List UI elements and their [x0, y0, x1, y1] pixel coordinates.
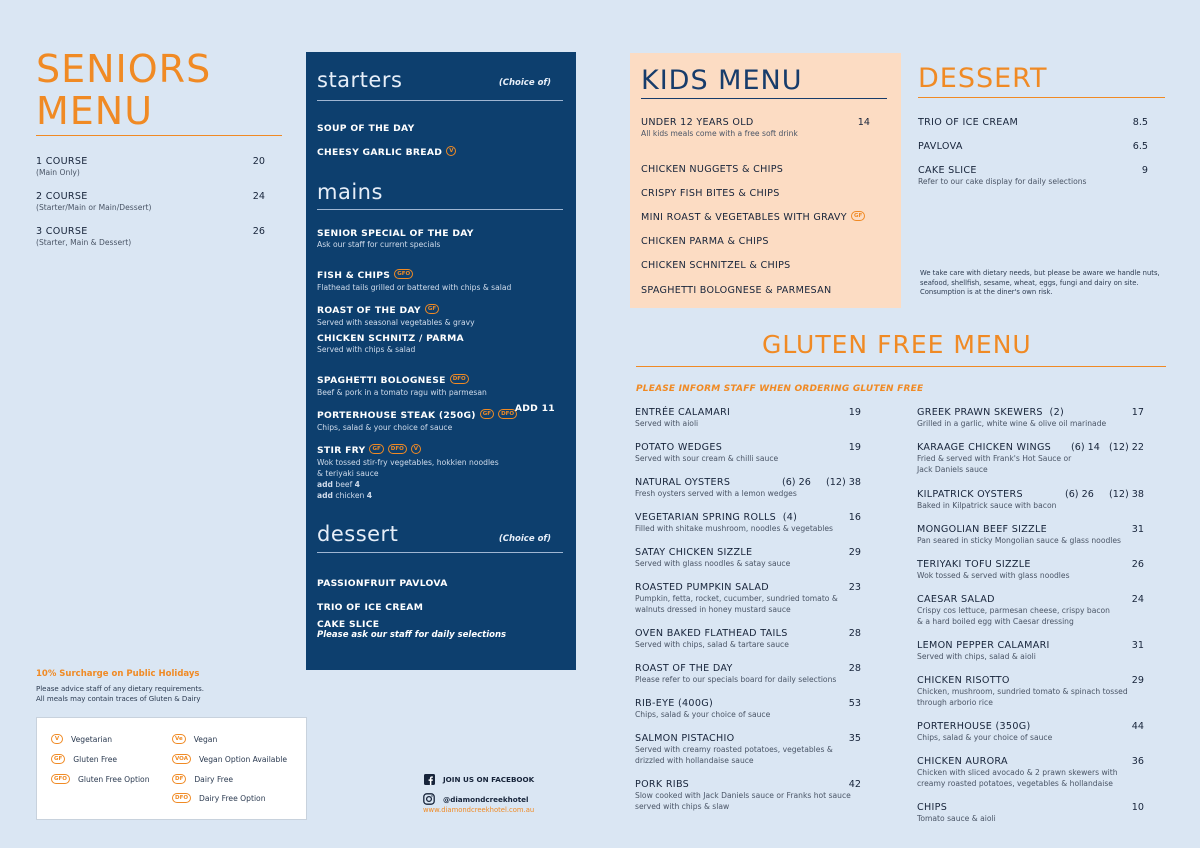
item-price: 6.5 — [1132, 141, 1148, 152]
item-name: CHICKEN RISOTTO — [917, 675, 1010, 686]
dessert-title: dessert — [317, 522, 399, 546]
item-name: PORTERHOUSE STEAK (250G) — [317, 410, 476, 421]
item-name: TRIO OF ICE CREAM — [918, 117, 1019, 128]
menu-item — [317, 228, 563, 250]
kids-menu-title: KIDS MENU — [641, 65, 803, 96]
item-name: CHICKEN SCHNITZEL & CHIPS — [641, 260, 791, 271]
divider — [641, 98, 887, 99]
legend-code: Ve — [172, 734, 186, 744]
item-price: 26 — [1131, 559, 1144, 570]
item-desc: Pan seared in sticky Mongolian sauce & glass noodles — [917, 536, 1122, 545]
divider — [636, 366, 1166, 367]
menu-item — [317, 619, 563, 640]
facebook-icon — [423, 773, 435, 785]
legend-label: Vegetarian — [71, 734, 113, 744]
item-price: 36 — [1131, 756, 1144, 767]
item-desc: Served with glass noodles & satay sauce — [635, 559, 791, 568]
diet-tag: DFO — [498, 409, 517, 419]
diet-tag: GF — [851, 211, 865, 221]
menu-item — [918, 165, 1148, 187]
menu-item — [635, 547, 861, 569]
item-price: 9 — [1141, 165, 1148, 176]
legend-code: VOA — [172, 754, 191, 764]
seniors-title-line1: SENIORS — [36, 47, 212, 91]
item-price: (6) 14 (12) 22 — [1071, 442, 1144, 453]
item-desc: Served with chips, salad & tartare sauce — [635, 640, 789, 649]
item-desc: Chicken with sliced avocado & 2 prawn skewers with creamy roasted potatoes, vegetables & hollandaise — [917, 768, 1118, 788]
item-desc: Chips, salad & your choice of sauce — [635, 710, 771, 719]
item-desc: Beef & pork in a tomato ragu with parmesan — [317, 388, 487, 397]
item-note: Please ask our staff for daily selections — [317, 630, 507, 640]
item-price: 19 — [848, 407, 861, 418]
menu-item — [635, 779, 861, 812]
add-label: add — [317, 480, 333, 489]
item-name: SALMON PISTACHIO — [635, 733, 735, 744]
diet-tag: DFO — [450, 374, 469, 384]
item-name: FISH & CHIPS — [317, 270, 391, 281]
item-desc: Flathead tails grilled or battered with chips & salad — [317, 283, 512, 292]
menu-item — [635, 512, 861, 534]
dietary-disclaimer: We take care with dietary needs, but please be aware we handle nuts, seafood, shellfish, sesame, wheat, eggs, fungi and dairy on site. Consumption is at the diner's own risk. — [920, 269, 1160, 297]
item-name: CHICKEN AURORA — [917, 756, 1008, 767]
item-name: KILPATRICK OYSTERS — [917, 489, 1023, 500]
item-desc: Pumpkin, fetta, rocket, cucumber, sundried tomato & walnuts dressed in honey mustard sauce — [635, 594, 838, 614]
legend-code: GF — [51, 754, 65, 764]
item-name: OVEN BAKED FLATHEAD TAILS — [635, 628, 788, 639]
course-price: 26 — [252, 226, 265, 237]
menu-item — [641, 205, 876, 224]
legend-code: DF — [172, 774, 186, 784]
menu-item — [641, 253, 876, 272]
divider — [36, 135, 282, 136]
legend-code: V — [51, 734, 63, 744]
course-option — [36, 191, 265, 213]
item-price: 29 — [1131, 675, 1144, 686]
item-price: 28 — [848, 628, 861, 639]
menu-item — [635, 442, 861, 464]
menu-item — [917, 407, 1144, 429]
item-desc: Chips, salad & your choice of sauce — [917, 733, 1053, 742]
menu-item — [917, 675, 1144, 708]
item-price: 31 — [1131, 524, 1144, 535]
menu-item — [917, 559, 1144, 581]
item-name: CAESAR SALAD — [917, 594, 995, 605]
item-price: 53 — [848, 698, 861, 709]
item-name: POTATO WEDGES — [635, 442, 723, 453]
dessert-menu-title: DESSERT — [918, 63, 1048, 94]
legend-item — [172, 774, 233, 784]
diet-tag: V — [446, 146, 456, 156]
gluten-free-subtitle: PLEASE INFORM STAFF WHEN ORDERING GLUTEN FREE — [636, 384, 924, 394]
item-name: CRISPY FISH BITES & CHIPS — [641, 188, 780, 199]
item-desc: Crispy cos lettuce, parmesan cheese, crispy bacon & a hard boiled egg with Caesar dressing — [917, 606, 1110, 626]
menu-item — [918, 141, 1148, 152]
item-name: CHICKEN PARMA & CHIPS — [641, 236, 769, 247]
menu-item — [917, 594, 1144, 627]
item-name: SATAY CHICKEN SIZZLE — [635, 547, 753, 558]
surcharge-notice: 10% Surcharge on Public Holidays — [36, 669, 200, 679]
course-price: 20 — [252, 156, 265, 167]
item-name: ENTRÉE CALAMARI — [635, 407, 731, 418]
item-name: VEGETARIAN SPRING ROLLS (4) — [635, 512, 798, 523]
item-price: (6) 26 (12) 38 — [781, 477, 861, 488]
item-price: 8.5 — [1132, 117, 1148, 128]
item-desc: Refer to our cake display for daily selections — [918, 177, 1087, 186]
gluten-free-title: GLUTEN FREE MENU — [762, 330, 1032, 359]
seniors-title-line2: MENU — [36, 89, 154, 133]
menu-item — [635, 698, 861, 720]
menu-item — [635, 582, 861, 615]
item-name: MONGOLIAN BEEF SIZZLE — [917, 524, 1047, 535]
add-price: 4 — [354, 480, 360, 489]
item-name: CHIPS — [917, 802, 948, 813]
legend-code: DFO — [172, 793, 191, 803]
legend-item — [172, 754, 287, 764]
menu-item — [917, 756, 1144, 789]
advice-line: Please advice staff of any dietary requirements. — [36, 685, 204, 693]
item-name: PAVLOVA — [918, 141, 963, 152]
starters-header — [317, 68, 563, 92]
menu-item — [635, 663, 861, 685]
instagram-link[interactable] — [423, 791, 534, 807]
item-price: 28 — [848, 663, 861, 674]
menu-item — [317, 368, 563, 398]
add-label: add — [317, 491, 333, 500]
legend-item — [51, 774, 150, 784]
diet-tag: V — [411, 444, 421, 454]
item-name: PORTERHOUSE (350G) — [917, 721, 1031, 732]
advice-line: All meals may contain traces of Gluten & Dairy — [36, 695, 201, 704]
item-desc: Tomato sauce & aioli — [917, 814, 996, 823]
item-name: RIB-EYE (400G) — [635, 698, 714, 709]
course-name: 1 COURSE — [36, 156, 88, 167]
menu-item — [317, 403, 563, 433]
course-desc: (Main Only) — [36, 168, 80, 177]
item-desc: Wok tossed & served with glass noodles — [917, 571, 1070, 580]
choice-note: (Choice of) — [498, 534, 551, 544]
seniors-menu-title — [36, 48, 211, 132]
course-name: 2 COURSE — [36, 191, 88, 202]
item-desc: Baked in Kilpatrick sauce with bacon — [917, 501, 1057, 510]
legend-label: Gluten Free Option — [77, 774, 150, 784]
item-desc: Fresh oysters served with a lemon wedges — [635, 489, 797, 498]
item-name: SPAGHETTI BOLOGNESE — [317, 375, 446, 386]
item-name: TERIYAKI TOFU SIZZLE — [917, 559, 1031, 570]
legend-label: Dairy Free — [194, 774, 234, 784]
item-price: 14 — [857, 117, 870, 128]
dessert-header — [317, 522, 563, 546]
add-item: chicken — [333, 491, 367, 500]
item-name: MINI ROAST & VEGETABLES WITH GRAVY — [641, 212, 847, 223]
menu-item — [317, 298, 563, 328]
item-price: 16 — [848, 512, 861, 523]
item-desc: Served with creamy roasted potatoes, vegetables & drizzled with hollandaise sauce — [635, 745, 833, 765]
item-name: CAKE SLICE — [317, 619, 380, 630]
diet-tag: GFO — [394, 269, 413, 279]
item-name: KARAAGE CHICKEN WINGS — [917, 442, 1052, 453]
legend-item — [51, 754, 117, 764]
instagram-handle: @diamondcreekhotel — [443, 794, 529, 804]
course-name: 3 COURSE — [36, 226, 88, 237]
menu-item — [917, 640, 1144, 662]
item-name: CAKE SLICE — [918, 165, 977, 176]
menu-item — [635, 733, 861, 766]
stirfry-add-beef — [317, 479, 563, 490]
diet-tag: GF — [369, 444, 383, 454]
item-name: UNDER 12 YEARS OLD — [641, 117, 754, 128]
menu-item — [317, 333, 563, 355]
legend-label: Vegan Option Available — [198, 754, 288, 764]
item-desc: Chicken, mushroom, sundried tomato & spinach tossed through arborio rice — [917, 687, 1128, 707]
item-price: 29 — [848, 547, 861, 558]
instagram-icon — [423, 793, 435, 805]
menu-item — [917, 524, 1144, 546]
menu-item — [317, 116, 563, 135]
item-desc: Served with chips, salad & aioli — [917, 652, 1036, 661]
starters-title: starters — [317, 68, 403, 92]
item-name: LEMON PEPPER CALAMARI — [917, 640, 1050, 651]
item-desc: Served with chips & salad — [317, 345, 416, 354]
add-on-price: ADD 11 — [514, 403, 555, 414]
item-desc: Grilled in a garlic, white wine & olive oil marinade — [917, 419, 1107, 428]
course-option — [36, 226, 265, 248]
choice-note: (Choice of) — [498, 78, 551, 88]
divider — [317, 552, 563, 553]
kids-header-item — [641, 117, 876, 139]
menu-item — [317, 571, 563, 590]
course-option — [36, 156, 265, 178]
legend-label: Vegan — [193, 734, 218, 744]
item-name: SOUP OF THE DAY — [317, 123, 415, 134]
item-desc: Chips, salad & your choice of sauce — [317, 423, 453, 432]
item-name: PASSIONFRUIT PAVLOVA — [317, 578, 448, 589]
mains-header — [317, 180, 563, 204]
add-item: beef — [333, 480, 355, 489]
course-desc: (Starter, Main & Dessert) — [36, 238, 132, 247]
item-price: 19 — [848, 442, 861, 453]
menu-item — [641, 229, 876, 248]
menu-item — [635, 628, 861, 650]
item-desc: Wok tossed stir-fry vegetables, hokkien noodles — [317, 458, 499, 467]
dietary-advice — [36, 684, 204, 704]
menu-item — [635, 477, 861, 499]
menu-item — [317, 438, 563, 501]
item-price: (6) 26 (12) 38 — [1064, 489, 1144, 500]
item-price: 24 — [1131, 594, 1144, 605]
item-desc: & teriyaki sauce — [317, 469, 379, 478]
diet-tag: DFO — [388, 444, 407, 454]
item-name: STIR FRY — [317, 445, 366, 456]
item-name: CHICKEN NUGGETS & CHIPS — [641, 164, 784, 175]
menu-item — [918, 117, 1148, 128]
seniors-panel — [306, 52, 576, 670]
menu-item — [317, 140, 563, 159]
item-name: NATURAL OYSTERS — [635, 477, 731, 488]
kids-menu-panel — [630, 53, 901, 308]
menu-item — [317, 263, 563, 293]
menu-item — [635, 407, 861, 429]
item-price: 31 — [1131, 640, 1144, 651]
item-price: 42 — [848, 779, 861, 790]
facebook-link[interactable] — [423, 771, 534, 787]
legend-item — [51, 734, 112, 744]
legend-label: Gluten Free — [73, 754, 118, 764]
divider — [317, 209, 563, 210]
item-name: CHICKEN SCHNITZ / PARMA — [317, 333, 464, 344]
diet-tag: GF — [425, 304, 439, 314]
item-desc: Please refer to our specials board for daily selections — [635, 675, 837, 684]
item-desc: All kids meals come with a free soft drink — [641, 129, 798, 138]
add-price: 4 — [366, 491, 373, 500]
diet-tag: GF — [480, 409, 494, 419]
menu-item — [917, 442, 1144, 475]
item-desc: Ask our staff for current specials — [317, 240, 441, 249]
item-desc: Served with seasonal vegetables & gravy — [317, 318, 475, 327]
item-price: 35 — [848, 733, 861, 744]
item-name: PORK RIBS — [635, 779, 690, 790]
divider — [317, 100, 563, 101]
facebook-text: JOIN US ON FACEBOOK — [443, 774, 535, 784]
legend-code: GFO — [51, 774, 70, 784]
item-name: ROAST OF THE DAY — [635, 663, 733, 674]
item-name: SENIOR SPECIAL OF THE DAY — [317, 228, 474, 239]
menu-item — [917, 802, 1144, 824]
dietary-legend — [36, 717, 307, 820]
legend-item — [172, 793, 266, 803]
item-desc: Served with aioli — [635, 419, 699, 428]
divider — [918, 97, 1165, 98]
item-price: 44 — [1131, 721, 1144, 732]
mains-title: mains — [317, 180, 383, 204]
legend-item — [172, 734, 217, 744]
course-price: 24 — [252, 191, 265, 202]
stirfry-add-chicken — [317, 490, 563, 501]
item-desc: Fried & served with Frank's Hot Sauce or Jack Daniels sauce — [917, 454, 1072, 474]
item-name: ROAST OF THE DAY — [317, 305, 421, 316]
menu-item — [641, 181, 876, 200]
item-name: CHEESY GARLIC BREAD — [317, 147, 443, 158]
item-name: SPAGHETTI BOLOGNESE & PARMESAN — [641, 285, 832, 296]
menu-item — [917, 721, 1144, 743]
item-name: TRIO OF ICE CREAM — [317, 602, 424, 613]
legend-label: Dairy Free Option — [199, 793, 266, 803]
website-link[interactable]: www.diamondcreekhotel.com.au — [423, 806, 535, 814]
item-desc: Slow cooked with Jack Daniels sauce or Franks hot sauce served with chips & slaw — [635, 791, 851, 811]
item-price: 17 — [1131, 407, 1144, 418]
item-desc: Filled with shitake mushroom, noodles & vegetables — [635, 524, 834, 533]
item-name: ROASTED PUMPKIN SALAD — [635, 582, 769, 593]
item-price: 23 — [848, 582, 861, 593]
item-price: 10 — [1131, 802, 1144, 813]
item-desc: Served with sour cream & chilli sauce — [635, 454, 779, 463]
menu-item — [641, 278, 876, 297]
menu-item — [917, 489, 1144, 511]
menu-item — [317, 595, 563, 614]
social-links — [423, 771, 534, 811]
course-desc: (Starter/Main or Main/Dessert) — [36, 203, 152, 212]
item-name: GREEK PRAWN SKEWERS (2) — [917, 407, 1065, 418]
menu-item — [641, 157, 876, 176]
